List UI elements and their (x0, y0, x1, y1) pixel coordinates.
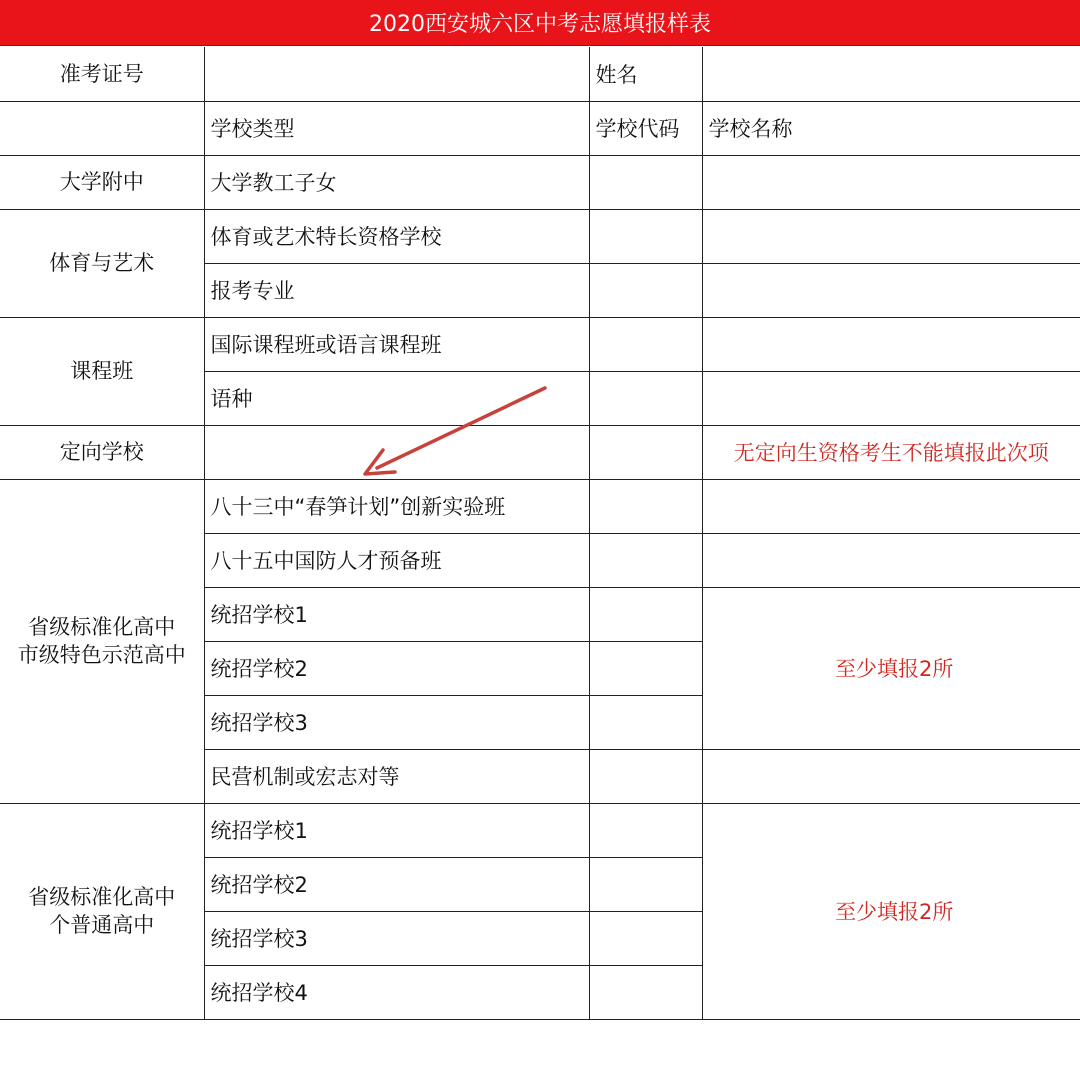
school-code-field[interactable] (589, 317, 702, 371)
directed-note: 无定向生资格考生不能填报此次项 (702, 425, 1080, 479)
school-name-field[interactable] (702, 371, 1080, 425)
directed-school-label: 定向学校 (0, 425, 204, 479)
provincial-city-label (0, 479, 204, 803)
school-name-field[interactable] (702, 209, 1080, 263)
table-row (0, 425, 1080, 479)
school-name-field[interactable] (702, 479, 1080, 533)
school-type-cell: 体育或艺术特长资格学校 (204, 209, 589, 263)
school-name-field[interactable] (702, 533, 1080, 587)
school-type-cell: 统招学校2 (204, 857, 589, 911)
table-row (0, 101, 1080, 155)
provincial-general-label-line2: 个普通高中 (49, 913, 155, 937)
school-name-field[interactable] (702, 749, 1080, 803)
univ-affiliated-label: 大学附中 (0, 155, 204, 209)
table-row (0, 209, 1080, 263)
school-name-field[interactable] (702, 263, 1080, 317)
form-title: 2020西安城六区中考志愿填报样表 (0, 0, 1080, 46)
school-code-field[interactable] (589, 587, 702, 641)
school-name-field[interactable] (702, 155, 1080, 209)
school-code-field[interactable] (589, 425, 702, 479)
school-code-field[interactable] (589, 641, 702, 695)
course-class-label: 课程班 (0, 317, 204, 425)
school-code-field[interactable] (589, 209, 702, 263)
provincial-general-label-line1: 省级标准化高中 (28, 884, 176, 909)
arts-sports-label: 体育与艺术 (0, 209, 204, 317)
school-type-field[interactable] (204, 425, 589, 479)
school-code-field[interactable] (589, 803, 702, 857)
school-name-header: 学校名称 (702, 101, 1080, 155)
school-type-cell: 统招学校4 (204, 965, 589, 1019)
school-type-cell: 统招学校2 (204, 641, 589, 695)
exam-id-field[interactable] (204, 47, 589, 101)
school-type-cell: 国际课程班或语言课程班 (204, 317, 589, 371)
table-row (0, 803, 1080, 857)
school-code-field[interactable] (589, 371, 702, 425)
school-type-cell: 八十三中“春笋计划”创新实验班 (204, 479, 589, 533)
table-row (0, 317, 1080, 371)
min-two-note: 至少填报2所 (702, 587, 1080, 749)
school-code-field[interactable] (589, 911, 702, 965)
school-type-cell: 大学教工子女 (204, 155, 589, 209)
table-row (0, 47, 1080, 101)
table-row (0, 155, 1080, 209)
name-label: 姓名 (589, 47, 702, 101)
school-code-field[interactable] (589, 749, 702, 803)
school-code-field[interactable] (589, 479, 702, 533)
provincial-general-label (0, 803, 204, 1019)
provincial-city-label-line2: 市级特色示范高中 (17, 643, 186, 667)
school-type-cell: 报考专业 (204, 263, 589, 317)
school-type-cell: 统招学校3 (204, 911, 589, 965)
application-form-table (0, 47, 1080, 1020)
school-code-field[interactable] (589, 857, 702, 911)
school-code-field[interactable] (589, 695, 702, 749)
name-field[interactable] (702, 47, 1080, 101)
school-type-header: 学校类型 (204, 101, 589, 155)
school-type-cell: 八十五中国防人才预备班 (204, 533, 589, 587)
min-two-note: 至少填报2所 (702, 803, 1080, 1019)
school-type-cell: 民营机制或宏志对等 (204, 749, 589, 803)
school-code-field[interactable] (589, 263, 702, 317)
school-code-header: 学校代码 (589, 101, 702, 155)
school-code-field[interactable] (589, 155, 702, 209)
school-type-cell: 统招学校1 (204, 803, 589, 857)
school-code-field[interactable] (589, 965, 702, 1019)
school-type-cell: 语种 (204, 371, 589, 425)
empty-cell (0, 101, 204, 155)
school-type-cell: 统招学校1 (204, 587, 589, 641)
table-row (0, 479, 1080, 533)
exam-id-label: 准考证号 (0, 47, 204, 101)
school-type-cell: 统招学校3 (204, 695, 589, 749)
provincial-city-label-line1: 省级标准化高中 (28, 614, 176, 639)
school-code-field[interactable] (589, 533, 702, 587)
school-name-field[interactable] (702, 317, 1080, 371)
